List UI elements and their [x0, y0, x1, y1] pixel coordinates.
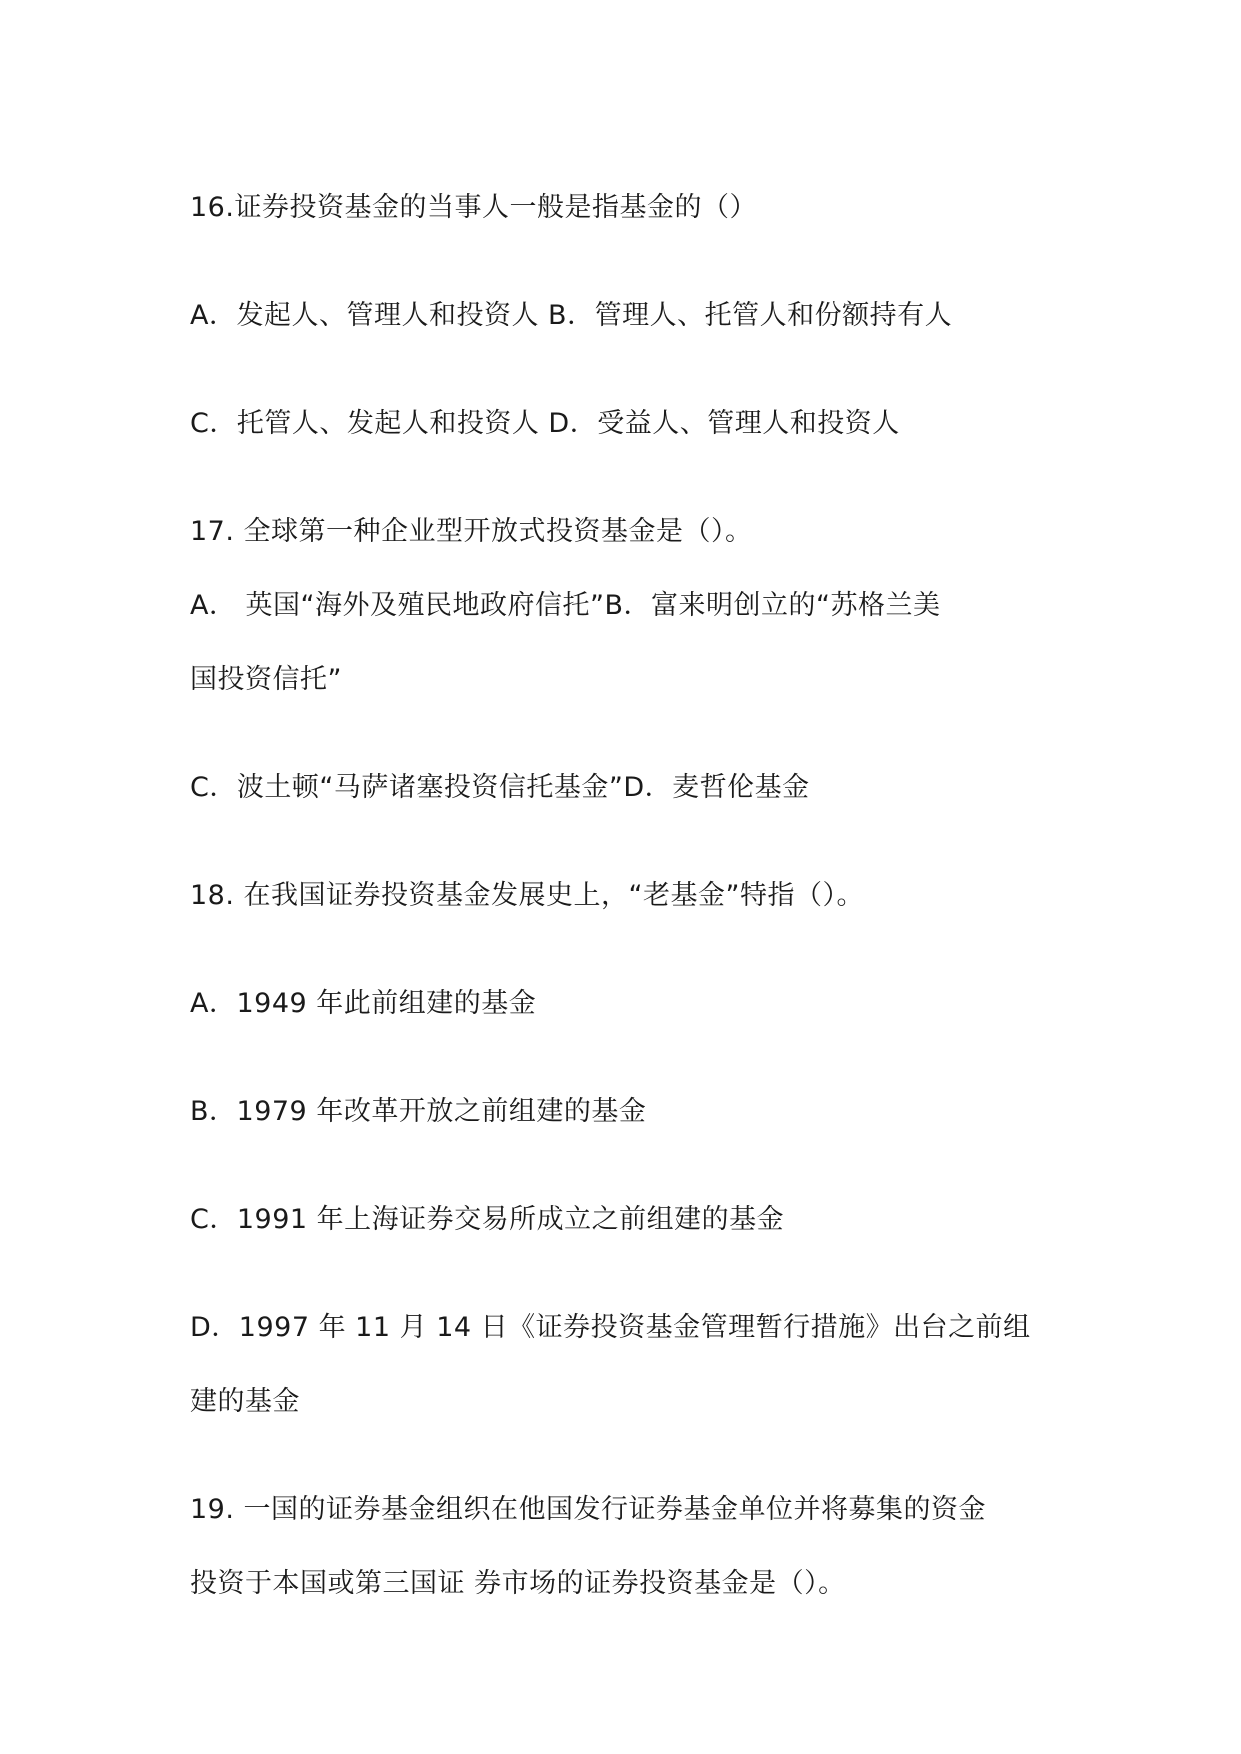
question-17-options-ab-cont: 国投资信托” [190, 664, 342, 695]
question-18-option-d: D．1997 年 11 月 14 日《证券投资基金管理暂行措施》出台之前组 [190, 1312, 1031, 1343]
question-18-option-a: A．1949 年此前组建的基金 [190, 988, 537, 1019]
question-18-option-d-cont: 建的基金 [190, 1386, 300, 1417]
question-16-options-ab: A．发起人、管理人和投资人 B．管理人、托管人和份额持有人 [190, 300, 953, 331]
question-18-option-b: B．1979 年改革开放之前组建的基金 [190, 1096, 647, 1127]
question-16-options-cd: C．托管人、发起人和投资人 D．受益人、管理人和投资人 [190, 408, 900, 439]
question-17-options-ab: A． 英国“海外及殖民地政府信托”B．富来明创立的“苏格兰美 [190, 590, 941, 621]
question-17-options-cd: C．波土顿“马萨诸塞投资信托基金”D．麦哲伦基金 [190, 772, 810, 803]
question-19-text: 19. 一国的证券基金组织在他国发行证券基金单位并将募集的资金 [190, 1494, 987, 1525]
question-16-text: 16.证券投资基金的当事人一般是指基金的（） [190, 192, 757, 223]
question-18-text: 18. 在我国证券投资基金发展史上，“老基金”特指（）。 [190, 880, 864, 911]
question-18-option-c: C．1991 年上海证券交易所成立之前组建的基金 [190, 1204, 785, 1235]
question-17-text: 17. 全球第一种企业型开放式投资基金是（）。 [190, 516, 753, 547]
question-19-text-cont: 投资于本国或第三国证 券市场的证券投资基金是（）。 [190, 1568, 846, 1599]
